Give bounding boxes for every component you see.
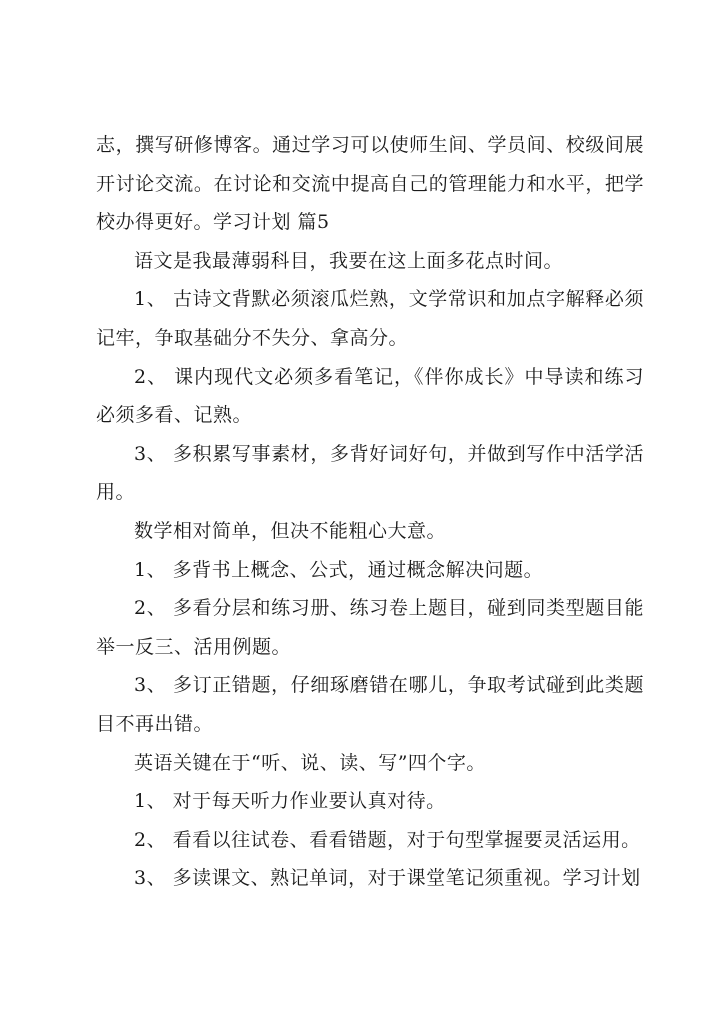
document-body [96,126,644,898]
paragraph: 数学相对简单，但决不能粗心大意。 [134,519,447,542]
list-item: 1、 古诗文背默必须滚瓜烂熟，文学常识和加点字解释必须记牢，争取基础分不失分、拿高分。 [96,288,644,349]
list-item: 3、 多积累写事素材，多背好词好句，并做到写作中活学活用。 [96,442,644,504]
list-item: 2、 看看以往试卷、看看错题，对于句型掌握要灵活运用。 [134,828,641,851]
list-item: 3、 多订正错题，仔细琢磨错在哪儿，争取考试碰到此类题目不再出错。 [96,674,644,735]
list-item: 2、 多看分层和练习册、练习卷上题目，碰到同类型题目能举一反三、活用例题。 [96,597,644,658]
list-item: 2、 课内现代文必须多看笔记，《伴你成长》中导读和练习必须多看、记熟。 [96,365,644,427]
paragraph: 英语关键在于“听、说、读、写”四个字。 [134,751,486,774]
list-item: 1、 多背书上概念、公式，通过概念解决问题。 [134,558,544,581]
paragraph: 志，撰写研修博客。通过学习可以使师生间、学员间、校级间展开讨论交流。在讨论和交流中提高自己的管理能力和水平，把学校办得更好。学习计划 篇5 [96,134,644,234]
list-item: 1、 对于每天听力作业要认真对待。 [134,790,446,813]
list-item: 3、 多读课文、熟记单词，对于课堂笔记须重视。学习计划 [134,867,641,890]
paragraph: 语文是我最薄弱科目，我要在这上面多花点时间。 [134,249,564,272]
